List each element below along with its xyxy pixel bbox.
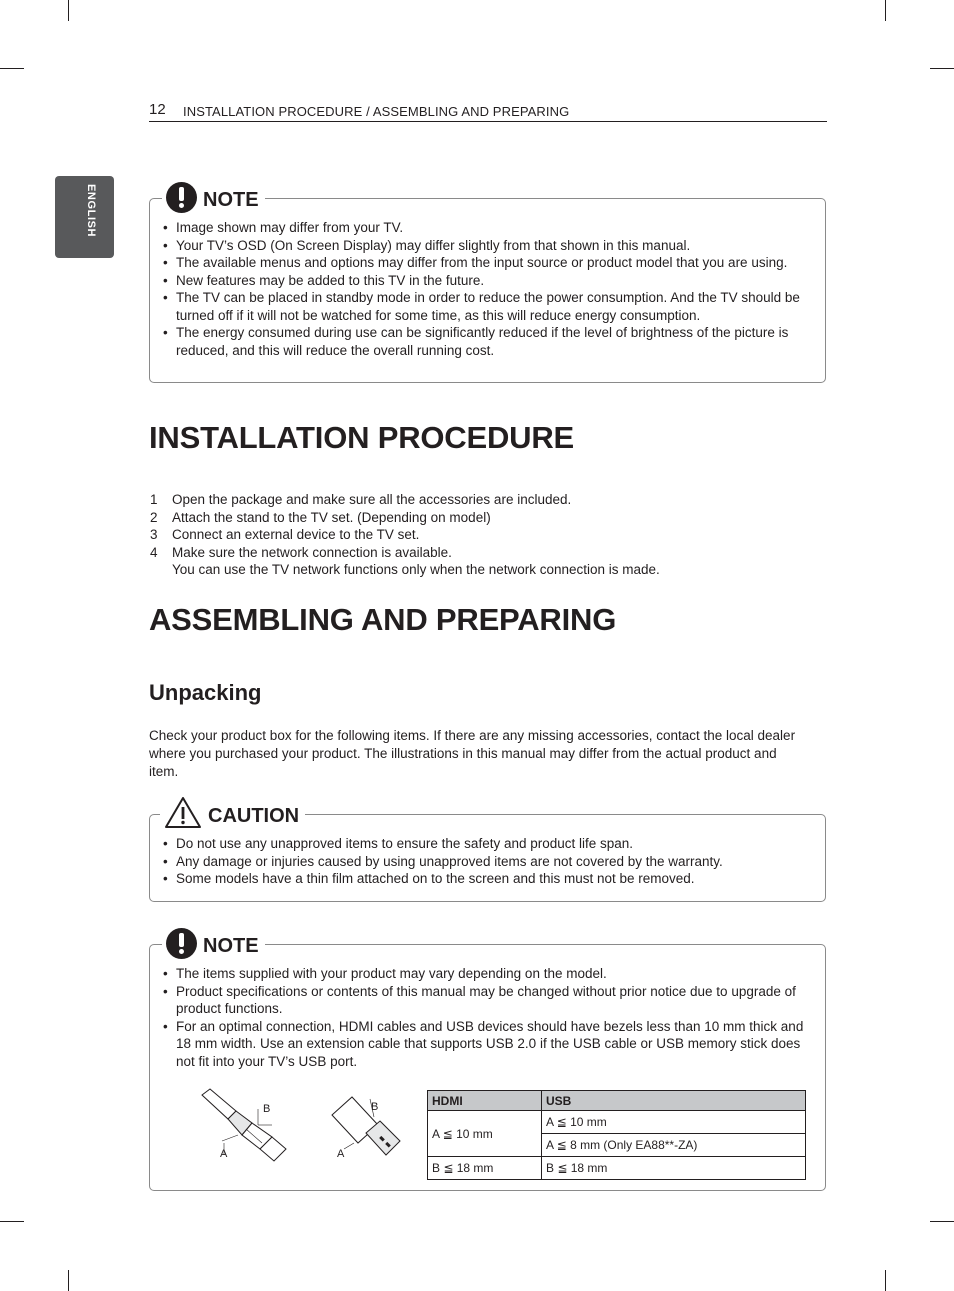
page-number: 12 [149,101,166,118]
step-number: 1 [150,492,158,507]
list-item: • The TV can be placed in standby mode in order to reduce the power consumption. And the TV should be turned off if it will not be watched for some time, as this will reduce energy consumption. [162,289,815,324]
crop-mark [930,68,954,69]
note-box [149,189,826,383]
note-box [149,935,826,1191]
step-text: Open the package and make sure all the accessories are included. [172,492,572,507]
list-item: • The energy consumed during use can be significantly reduced if the level of brightness of the picture is reduced, and this will reduce the overall running cost. [162,324,815,359]
crop-mark [68,0,69,21]
hdmi-label-a: A [220,1148,228,1160]
list-item: • For an optimal connection, HDMI cables and USB devices should have bezels less than 10 mm thick and 18 mm width. Use an extension cable that supports USB 2.0 if the USB cable or USB memory stick does not fit into your TV’s USB port. [162,1018,815,1071]
crop-mark [0,1221,24,1222]
list-item: • The items supplied with your product may vary depending on the model. [162,965,815,983]
crop-mark [885,1270,886,1291]
installation-steps [149,491,660,579]
table-cell: B ≦ 18 mm [542,1157,806,1180]
list-item: • New features may be added to this TV in the future. [162,272,815,290]
running-title: INSTALLATION PROCEDURE / ASSEMBLING AND PREPARING [183,104,570,119]
caution-box-header [160,791,305,829]
list-item [149,491,660,509]
step-text: Connect an external device to the TV set. [172,527,420,542]
usb-label-a: A [337,1148,345,1160]
list-item [149,526,660,544]
bezel-spec-table [427,1090,806,1180]
table-cell: B ≦ 18 mm [428,1157,542,1180]
subsection-title: Unpacking [149,680,262,705]
note-list [162,965,815,1070]
list-item: • Your TV’s OSD (On Screen Display) may differ slightly from that shown in this manual. [162,237,815,255]
exclamation-icon [166,928,197,959]
warning-icon [164,796,202,829]
list-item: • Some models have a thin film attached on to the screen and this must not be removed. [162,870,815,888]
table-header-hdmi: HDMI [428,1091,542,1111]
note-box-header [162,921,265,959]
unpacking-intro: Check your product box for the following items. If there are any missing accessories, contact the local dealer where you purchased your product. The illustrations in this manual may differ from the actual product and item. [149,728,796,779]
crop-mark [930,1221,954,1222]
table-cell: A ≦ 10 mm [542,1111,806,1134]
exclamation-icon [166,182,197,213]
list-item: • Do not use any unapproved items to ensure the safety and product life span. [162,835,815,853]
list-item: • Any damage or injuries caused by using unapproved items are not covered by the warranty. [162,853,815,871]
step-text: Make sure the network connection is available. [172,544,452,560]
list-item: • Image shown may differ from your TV. [162,219,815,237]
note-list [162,219,815,359]
usb-stick-illustration [330,1085,420,1167]
step-number: 4 [150,544,158,560]
usb-label-b: B [371,1101,379,1113]
language-tab-label: ENGLISH [85,184,97,238]
page-header [149,101,827,122]
hdmi-cable-illustration [200,1085,310,1167]
list-item: • The available menus and options may differ from the input source or product model that you are using. [162,254,815,272]
step-number: 2 [150,509,158,525]
step-number: 3 [150,527,158,542]
crop-mark [0,68,24,69]
section-title: INSTALLATION PROCEDURE [149,420,574,455]
list-item [149,509,660,527]
caution-box [149,805,826,902]
crop-mark [68,1270,69,1291]
list-item [149,544,660,579]
table-header-usb: USB [542,1091,806,1111]
caution-list [162,835,815,888]
note-box-header [162,175,265,213]
note-title: NOTE [203,935,259,957]
list-item: • Product specifications or contents of this manual may be changed without prior notice due to upgrade of product functions. [162,983,815,1018]
hdmi-label-b: B [263,1103,271,1115]
language-tab [55,176,114,258]
step-subtext: You can use the TV network functions only when the network connection is made. [172,562,660,577]
table-cell: A ≦ 10 mm [428,1111,542,1157]
section-title: ASSEMBLING AND PREPARING [149,602,617,637]
table-cell: A ≦ 8 mm (Only EA88**-ZA) [542,1134,806,1157]
step-text: Attach the stand to the TV set. (Depending on model) [172,509,491,525]
caution-title: CAUTION [208,805,300,827]
note-title: NOTE [203,189,259,211]
crop-mark [885,0,886,21]
